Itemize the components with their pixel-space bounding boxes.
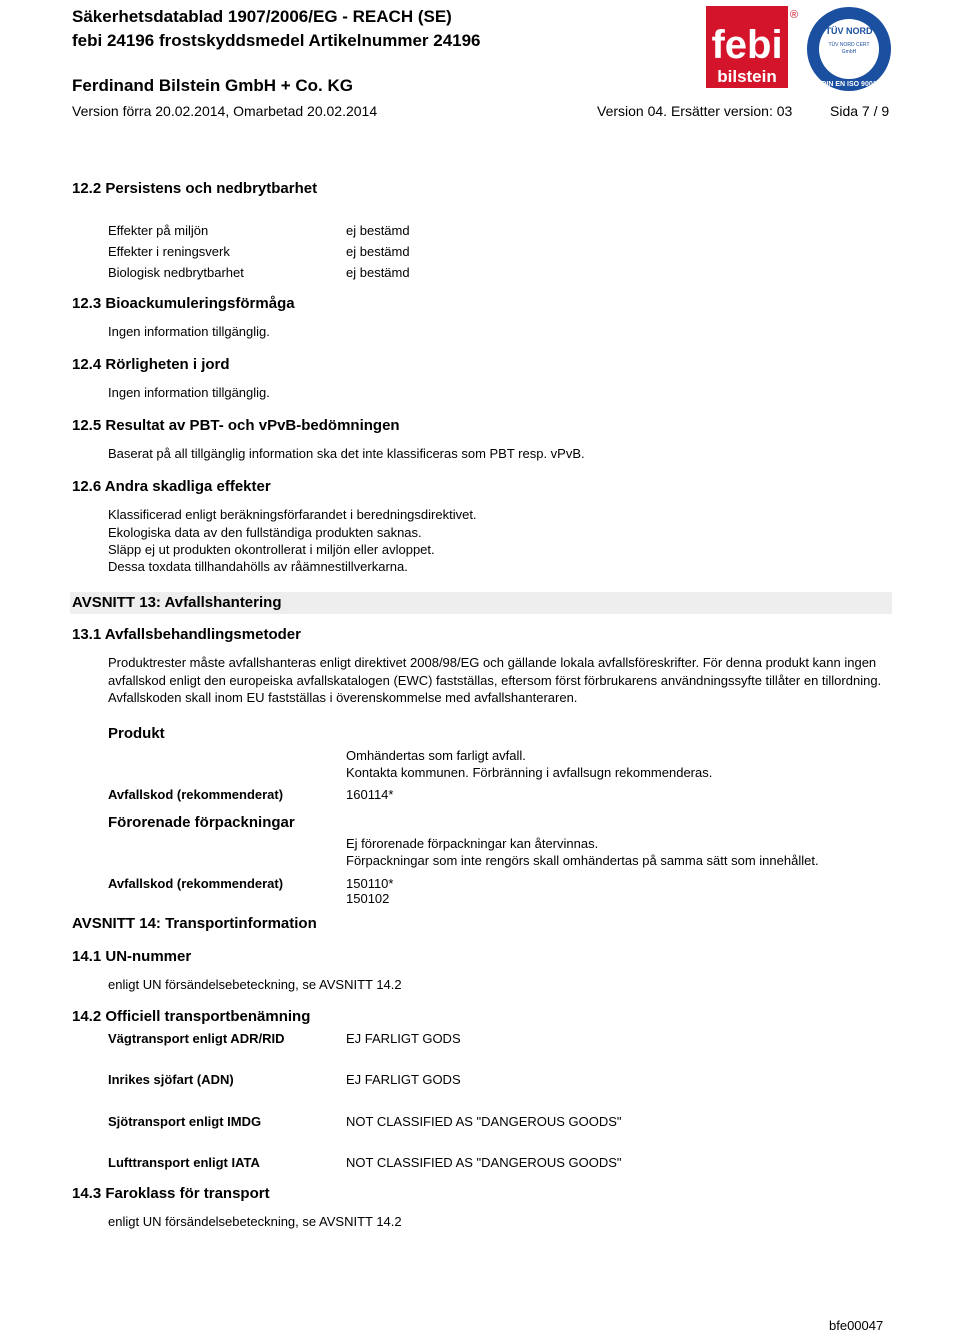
section-13-1-para-line: avfallskod enligt den europeiska avfallskatalogen (EWC) fastställas, eftersom först förbrukarens användningssyfte tillåter en tillordning. (108, 673, 882, 688)
section-12-6-line: Klassificerad enligt beräkningsförfarandet i beredningsdirektivet. (108, 507, 477, 522)
value-effekter-reningsverk: ej bestämd (346, 244, 410, 259)
produkt-text: Omhändertas som farligt avfall. (346, 748, 526, 763)
transport-value: NOT CLASSIFIED AS "DANGEROUS GOODS" (346, 1155, 622, 1170)
fororenade-forpackningar-label: Förorenade förpackningar (108, 814, 295, 831)
svg-text:GmbH: GmbH (841, 49, 857, 55)
avfallskod-label: Avfallskod (rekommenderat) (108, 787, 284, 802)
svg-text:TÜV NORD: TÜV NORD (825, 26, 873, 36)
footer-document-code: bfe00047 (829, 1318, 884, 1333)
section-14-1-heading: 14.1 UN-nummer (72, 948, 192, 965)
transport-label: Inrikes sjöfart (ADN) (108, 1072, 234, 1087)
produkt-text: Kontakta kommunen. Förbränning i avfallsugn rekommenderas. (346, 765, 713, 780)
avfallskod-value: 150102 (346, 891, 390, 906)
section-13-1-para-line: Produktrester måste avfallshanteras enligt direktivet 2008/98/EG och gällande lokala avfallsföreskrifter. För denna produkt kann ingen (108, 655, 877, 670)
avfallskod-label: Avfallskod (rekommenderat) (108, 876, 284, 891)
section-12-5-text: Baserat på all tillgänglig information ska det inte klassificeras som PBT resp. vPvB. (108, 446, 585, 461)
section-12-6-line: Ekologiska data av den fullständiga produkten saknas. (108, 525, 422, 540)
header-version-prev: Version förra 20.02.2014, Omarbetad 20.02.2014 (72, 103, 378, 119)
produkt-label: Produkt (108, 725, 165, 742)
section-14-banner: AVSNITT 14: Transportinformation (72, 915, 317, 932)
transport-label: Lufttransport enligt IATA (108, 1155, 260, 1170)
header-title: Säkerhetsdatablad 1907/2006/EG - REACH (SE) (72, 7, 452, 26)
section-14-2-heading: 14.2 Officiell transportbenämning (72, 1008, 311, 1025)
section-12-4-text: Ingen information tillgänglig. (108, 385, 270, 400)
transport-label: Vägtransport enligt ADR/RID (108, 1031, 285, 1046)
section-14-1-text: enligt UN försändelsebeteckning, se AVSNITT 14.2 (108, 977, 402, 992)
section-12-5-heading: 12.5 Resultat av PBT- och vPvB-bedömningen (72, 417, 400, 434)
header-company: Ferdinand Bilstein GmbH + Co. KG (72, 76, 353, 95)
transport-value: EJ FARLIGT GODS (346, 1031, 461, 1046)
label-effekter-miljon: Effekter på miljön (108, 223, 209, 238)
forpackningar-text: Ej förorenade förpackningar kan återvinnas. (346, 836, 599, 851)
section-13-banner: AVSNITT 13: Avfallshantering (70, 592, 892, 614)
section-13-1-heading: 13.1 Avfallsbehandlingsmetoder (72, 626, 301, 643)
section-12-3-text: Ingen information tillgänglig. (108, 324, 270, 339)
section-12-6-line: Släpp ej ut produkten okontrollerat i miljön eller avloppet. (108, 542, 435, 557)
label-effekter-reningsverk: Effekter i reningsverk (108, 244, 230, 259)
value-biologisk-nedbrytbarhet: ej bestämd (346, 265, 410, 280)
header-page-number: Sida 7 / 9 (830, 103, 890, 119)
section-14-3-text: enligt UN försändelsebeteckning, se AVSNITT 14.2 (108, 1214, 402, 1229)
svg-text:®: ® (789, 9, 799, 21)
section-14-3-heading: 14.3 Faroklass för transport (72, 1185, 270, 1202)
section-12-6-heading: 12.6 Andra skadliga effekter (72, 478, 271, 495)
avfallskod-value: 150110* (346, 876, 394, 891)
logo-wordmark-bilstein: bilstein (717, 67, 777, 86)
transport-value: EJ FARLIGT GODS (346, 1072, 461, 1087)
avfallskod-value: 160114* (346, 787, 394, 802)
section-12-4-heading: 12.4 Rörligheten i jord (72, 356, 230, 373)
transport-value: NOT CLASSIFIED AS "DANGEROUS GOODS" (346, 1114, 622, 1129)
svg-text:DIN EN ISO 9001: DIN EN ISO 9001 (821, 81, 877, 88)
section-12-2-heading: 12.2 Persistens och nedbrytbarhet (72, 180, 318, 197)
value-effekter-miljon: ej bestämd (346, 223, 410, 238)
header-product: febi 24196 frostskyddsmedel Artikelnummer 24196 (72, 31, 481, 50)
febi-bilstein-logo (706, 6, 802, 88)
svg-text:TÜV NORD CERT: TÜV NORD CERT (828, 42, 870, 48)
tuv-nord-certificate-seal (806, 6, 892, 92)
section-13-1-para-line: Avfallskoden skall inom EU fastställas i överenskommelse med avfallshanteraren. (108, 690, 578, 705)
section-12-3-heading: 12.3 Bioackumuleringsförmåga (72, 295, 295, 312)
logo-wordmark-febi: febi (711, 23, 783, 67)
section-12-6-line: Dessa toxdata tillhandahölls av råämnestillverkarna. (108, 559, 408, 574)
transport-label: Sjötransport enligt IMDG (108, 1114, 262, 1129)
header-version-current: Version 04. Ersätter version: 03 (597, 103, 793, 119)
label-biologisk-nedbrytbarhet: Biologisk nedbrytbarhet (108, 265, 244, 280)
forpackningar-text: Förpackningar som inte rengörs skall omhändertas på samma sätt som innehållet. (346, 853, 819, 868)
